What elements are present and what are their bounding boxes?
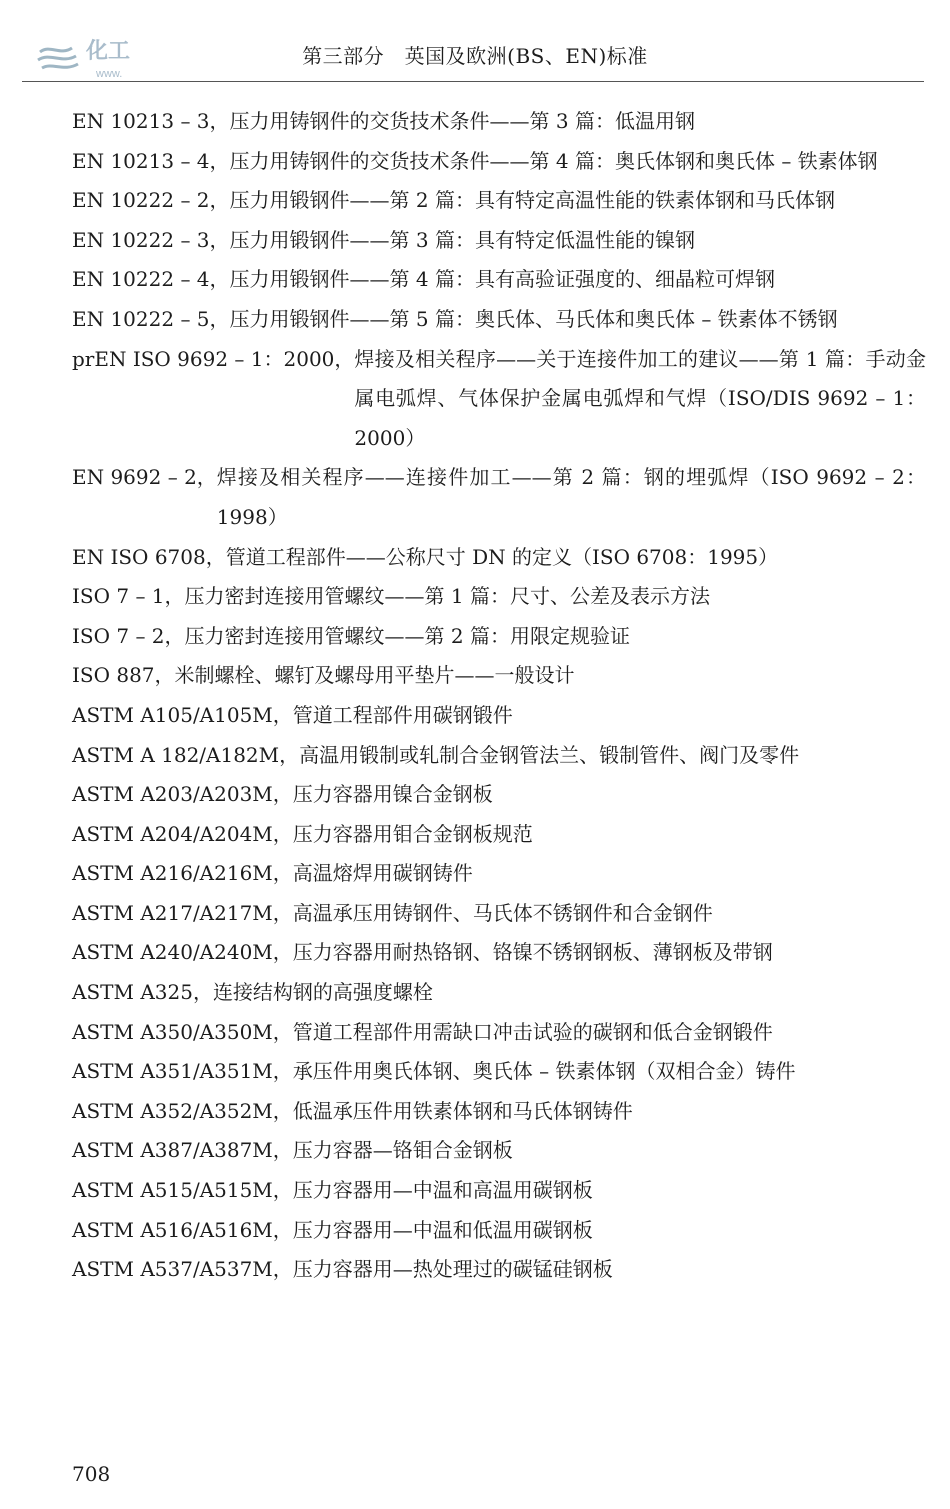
standard-title: 压力容器用钼合金钢板规范: [292, 821, 533, 846]
standard-title: 承压件用奥氏体钢、奥氏体 – 铁素体钢（双相合金）铸件: [292, 1059, 796, 1084]
standard-title: 压力用锻钢件——第 3 篇：具有特定低温性能的镍钢: [229, 227, 695, 252]
standard-title: 低温承压件用铁素体钢和马氏体钢铸件: [292, 1098, 633, 1123]
standard-title: 压力密封连接用管螺纹——第 1 篇：尺寸、公差及表示方法: [184, 584, 710, 609]
list-item: [72, 1131, 926, 1171]
standard-code: EN 10222 – 5，: [72, 306, 230, 331]
standard-title: 管道工程部件用碳钢锻件: [292, 702, 513, 727]
standard-title: 管道工程部件用需缺口冲击试验的碳钢和低合金钢锻件: [292, 1019, 773, 1044]
standard-title: 压力用锻钢件——第 5 篇：奥氏体、马氏体和奥氏体 – 铁素体不锈钢: [229, 306, 838, 331]
standard-title: 焊接及相关程序——连接件加工——第 2 篇：钢的埋弧焊（ISO 9692 – 2：1998）: [216, 465, 926, 529]
standard-code: ASTM A217/A217M，: [72, 900, 293, 925]
list-item: [72, 775, 926, 815]
standard-code: ASTM A204/A204M，: [72, 821, 293, 846]
standard-title: 压力容器用—中温和高温用碳钢板: [292, 1178, 593, 1203]
standard-code: EN 10213 – 4，: [72, 148, 230, 173]
standard-code: ASTM A105/A105M，: [72, 702, 293, 727]
list-item: [72, 1211, 926, 1251]
list-item: [72, 933, 926, 973]
standard-code: ISO 7 – 2，: [72, 623, 185, 648]
standard-title: 压力密封连接用管螺纹——第 2 篇：用限定规验证: [184, 623, 630, 648]
standard-code: ISO 887，: [72, 663, 175, 688]
standard-code: EN 10213 – 3，: [72, 109, 230, 133]
standard-code: ASTM A216/A216M，: [72, 861, 293, 886]
standard-code: ASTM A352/A352M，: [72, 1098, 293, 1123]
list-item: [72, 617, 926, 657]
standard-code: ASTM A 182/A182M，: [72, 742, 300, 767]
list-item: [72, 696, 926, 736]
logo-text: 化工: [86, 38, 131, 63]
standard-code: EN 10222 – 4，: [72, 267, 230, 292]
standard-title: 压力用锻钢件——第 2 篇：具有特定高温性能的铁素体钢和马氏体钢: [229, 188, 835, 213]
standard-code: EN 10222 – 2，: [72, 188, 230, 213]
standard-title: 焊接及相关程序——关于连接件加工的建议——第 1 篇：手动金属电弧焊、气体保护金属电弧焊和气焊（ISO/DIS 9692 – 1：2000）: [354, 346, 926, 450]
list-item: [72, 142, 926, 182]
standard-title: 压力用铸钢件的交货技术条件——第 3 篇：低温用钢: [229, 109, 695, 133]
standard-code: ASTM A537/A537M，: [72, 1257, 293, 1282]
standard-title: 压力容器用—中温和低温用碳钢板: [292, 1217, 593, 1242]
standard-code: EN ISO 6708，: [72, 544, 226, 569]
standard-title: 连接结构钢的高强度螺栓: [212, 980, 433, 1005]
standard-title: 高温承压用铸钢件、马氏体不锈钢件和合金钢件: [292, 900, 713, 925]
standard-title: 米制螺栓、螺钉及螺母用平垫片——一般设计: [174, 663, 575, 688]
list-item: [72, 656, 926, 696]
list-item: [72, 340, 926, 459]
standard-title: 压力容器—铬钼合金钢板: [292, 1138, 513, 1163]
header-divider: [22, 81, 924, 82]
list-item: [72, 815, 926, 855]
standard-title: 压力容器用耐热铬钢、铬镍不锈钢钢板、薄钢板及带钢: [292, 940, 773, 965]
standard-title: 压力容器用—热处理过的碳锰硅钢板: [292, 1257, 613, 1282]
standard-code: ASTM A240/A240M，: [72, 940, 293, 965]
list-item: [72, 538, 926, 578]
list-item: [72, 221, 926, 261]
standard-code: ASTM A351/A351M，: [72, 1059, 293, 1084]
standard-code: ASTM A516/A516M，: [72, 1217, 293, 1242]
standard-code: prEN ISO 9692 – 1：2000，: [72, 346, 355, 371]
standard-title: 压力用锻钢件——第 4 篇：具有高验证强度的、细晶粒可焊钢: [229, 267, 775, 292]
standard-code: EN 9692 – 2，: [72, 465, 217, 490]
list-item: [72, 181, 926, 221]
standard-title: 高温用锻制或轧制合金钢管法兰、锻制管件、阀门及零件: [299, 742, 800, 767]
list-item: [72, 1171, 926, 1211]
standard-code: ASTM A325，: [72, 980, 213, 1005]
standard-code: ISO 7 – 1，: [72, 584, 185, 609]
list-item: [72, 300, 926, 340]
list-item: [72, 894, 926, 934]
standard-code: ASTM A350/A350M，: [72, 1019, 293, 1044]
standard-code: ASTM A515/A515M，: [72, 1178, 293, 1203]
standard-title: 管道工程部件——公称尺寸 DN 的定义（ISO 6708：1995）: [225, 544, 779, 569]
page-number: 708: [72, 1462, 111, 1486]
logo-subtext: www.: [96, 68, 123, 80]
list-item: [72, 736, 926, 776]
standard-title: 压力容器用镍合金钢板: [292, 782, 493, 807]
list-item: [72, 854, 926, 894]
page-header-title: 第三部分 英国及欧洲(BS、EN)标准: [302, 44, 648, 68]
list-item: [72, 102, 926, 142]
list-item: [72, 260, 926, 300]
list-item: [72, 1052, 926, 1092]
list-item: [72, 1092, 926, 1132]
list-item: [72, 577, 926, 617]
standard-code: EN 10222 – 3，: [72, 227, 230, 252]
list-item: [72, 458, 926, 537]
standard-title: 压力用铸钢件的交货技术条件——第 4 篇：奥氏体钢和奥氏体 – 铁素体钢: [229, 148, 878, 173]
list-item: [72, 973, 926, 1013]
list-item: [72, 1250, 926, 1290]
standard-code: ASTM A387/A387M，: [72, 1138, 293, 1163]
list-item: [72, 1013, 926, 1053]
standards-list: [72, 102, 926, 1290]
standard-code: ASTM A203/A203M，: [72, 782, 293, 807]
standard-title: 高温熔焊用碳钢铸件: [292, 861, 473, 886]
